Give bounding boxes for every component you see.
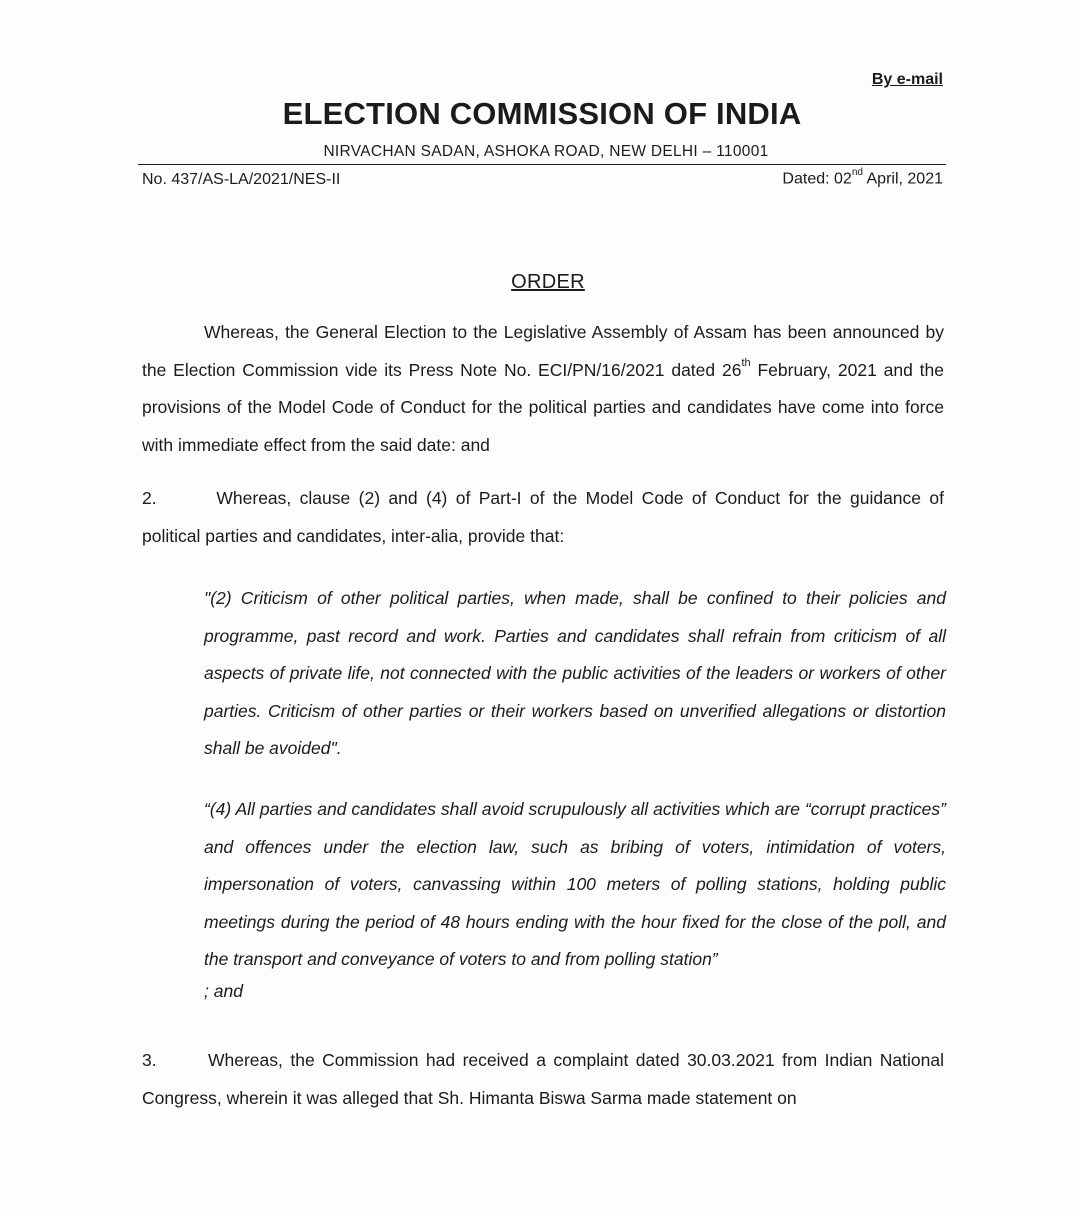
paragraph-3-number: 3. (142, 1050, 157, 1070)
paragraph-1-text-a: Whereas, the General Election to the Legislative Assembly of Assam has been announced by the Election Commission vide its Press Note No. ECI/PN/16/2021 dated 26 (142, 322, 944, 380)
quoted-clause-2: "(2) Criticism of other political parties, when made, shall be confined to their policies and programme, past record and work. Parties and candidates shall refrain from criticism of all aspects of private life, not connected with the public activities of the leaders or workers of other parties. Criticism of other parties or their workers based on unverified allegations or distortion shall be avoided". (204, 588, 946, 758)
paragraph-2 (142, 480, 944, 555)
order-heading: ORDER (511, 271, 585, 293)
quoted-clause-4-tail: ; and (204, 981, 243, 1001)
delivery-mode-label: By e-mail (871, 71, 943, 88)
organization-title: ELECTION COMMISSION OF INDIA (282, 96, 802, 131)
paragraph-1 (142, 314, 944, 464)
paragraph-1-sup: th (741, 356, 751, 369)
order-date (782, 169, 943, 188)
order-date-month-year: April, 2021 (862, 170, 943, 188)
paragraph-3 (142, 1042, 944, 1117)
paragraph-3-text: Whereas, the Commission had received a complaint dated 30.03.2021 from Indian National Congress, wherein it was alleged that Sh. Himanta Biswa Sarma made statement on (142, 1050, 944, 1108)
header-divider (138, 164, 946, 165)
paragraph-2-text: Whereas, clause (2) and (4) of Part-I of the Model Code of Conduct for the guidance of political parties and candidates, inter-alia, provide that: (142, 488, 944, 546)
reference-number: No. 437/AS-LA/2021/NES-II (142, 171, 341, 188)
paragraph-2-number: 2. (142, 488, 157, 508)
paragraph-1-text-b: February, 2021 and the provisions of the Model Code of Conduct for the political parties and candidates have come into force with immediate effect from the said date: and (142, 359, 944, 455)
order-date-prefix: Dated: 02 (782, 170, 852, 188)
organization-address: NIRVACHAN SADAN, ASHOKA ROAD, NEW DELHI – 110001 (323, 143, 769, 160)
quoted-clause-4: “(4) All parties and candidates shall avoid scrupulously all activities which are “corrupt practices” and offences under the election law, such as bribing of voters, intimidation of voters, impersonation of voters, canvassing within 100 meters of polling stations, holding public meetings during the period of 48 hours ending with the hour fixed for the close of the poll, and the transport and conveyance of voters to and from polling station” (204, 799, 946, 969)
order-date-suffix-sup: nd (851, 167, 863, 178)
